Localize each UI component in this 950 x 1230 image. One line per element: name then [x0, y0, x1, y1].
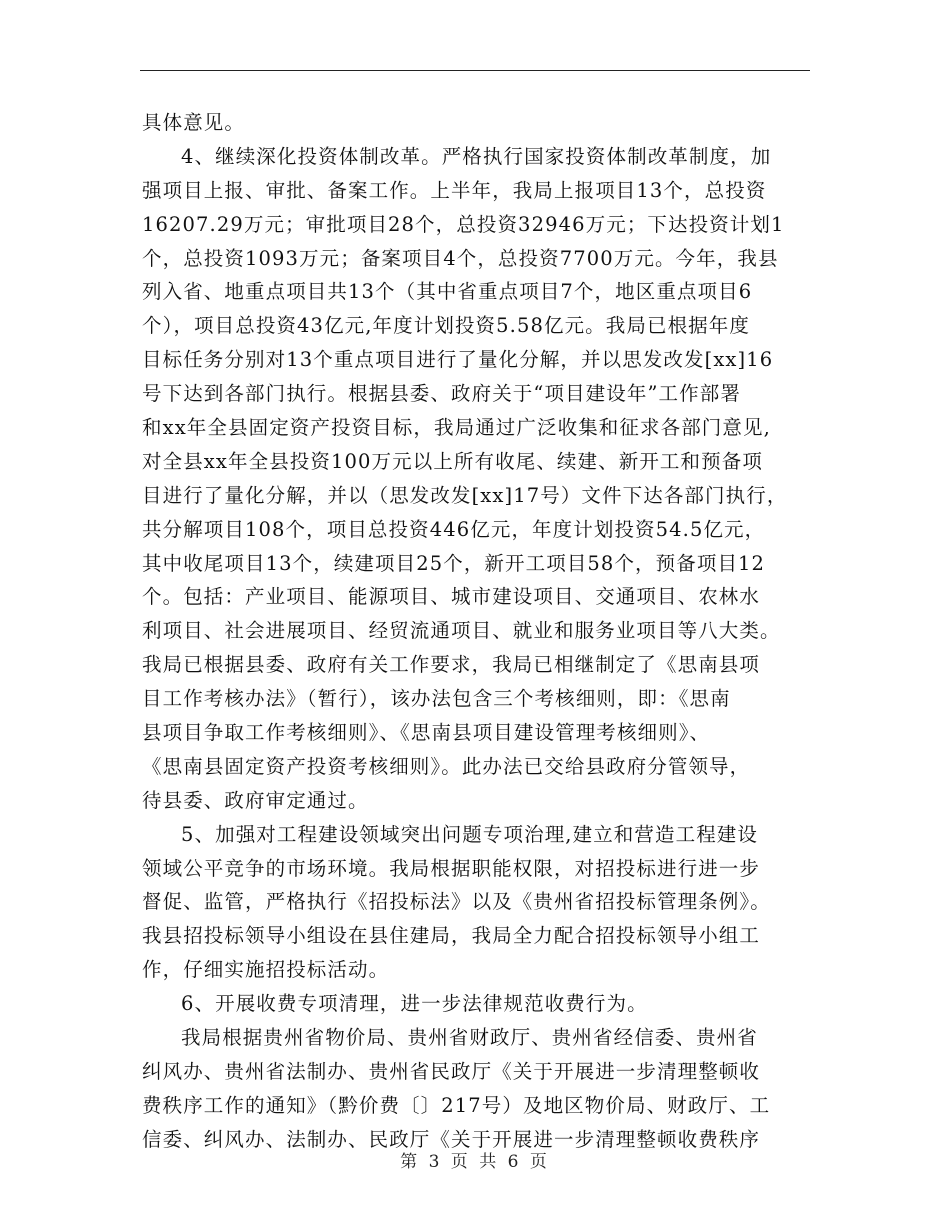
- text-line: 16207.29万元；审批项目28个，总投资32946万元；下达投资计划1: [142, 212, 785, 236]
- paragraph-6-heading: 6、开展收费专项清理，进一步法律规范收费行为。: [181, 992, 648, 1016]
- text-line: 待县委、政府审定通过。: [142, 788, 369, 812]
- text-line: 号下达到各部门执行。根据县委、政府关于“项目建设年”工作部署: [142, 382, 741, 406]
- text-line: 个。包括：产业项目、能源项目、城市建设项目、交通项目、农林水: [142, 585, 761, 609]
- text-line: 个），项目总投资43亿元,年度计划投资5.58亿元。我局已根据年度: [142, 314, 750, 338]
- text-line: 利项目、社会进展项目、经贸流通项目、就业和服务业项目等八大类。: [142, 619, 781, 643]
- text-line: 费秩序工作的通知》（黔价费〔〕217号）及地区物价局、财政厅、工: [142, 1093, 771, 1117]
- text-line: 共分解项目108个，项目总投资446亿元，年度计划投资54.5亿元，: [142, 517, 766, 541]
- text-line: 目标任务分别对13个重点项目进行了量化分解，并以思发改发[xx]16: [142, 348, 774, 372]
- text-line: 督促、监管，严格执行《招投标法》以及《贵州省招投标管理条例》。: [142, 890, 771, 914]
- text-line: 目工作考核办法》（暂行），该办法包含三个考核细则，即：《思南: [142, 687, 731, 711]
- header-rule: [140, 70, 810, 71]
- text-line: 我县招投标领导小组设在县住建局，我局全力配合招投标领导小组工: [142, 924, 761, 948]
- page-number-footer: 第 3 页 共 6 页: [400, 1152, 550, 1172]
- text-line: 我局已根据县委、政府有关工作要求，我局已相继制定了《思南县项: [142, 653, 761, 677]
- text-line: 纠风办、贵州省法制办、贵州省民政厅《关于开展进一步清理整顿收: [142, 1059, 761, 1083]
- text-line: 领域公平竞争的市场环境。我局根据职能权限，对招投标进行进一步: [142, 856, 761, 880]
- paragraph-5-start: 5、加强对工程建设领域突出问题专项治理,建立和营造工程建设: [181, 822, 759, 846]
- text-line: 具体意见。: [142, 111, 246, 134]
- text-line: 作，仔细实施招投标活动。: [142, 958, 390, 982]
- paragraph-start: 我局根据贵州省物价局、贵州省财政厅、贵州省经信委、贵州省: [181, 1026, 758, 1050]
- text-line: 强项目上报、审批、备案工作。上半年，我局上报项目13个，总投资: [142, 178, 767, 202]
- document-body: [142, 106, 814, 1157]
- text-line: 和xx年全县固定资产投资目标，我局通过广泛收集和征求各部门意见,: [142, 416, 771, 440]
- text-line: 信委、纠风办、法制办、民政厅《关于开展进一步清理整顿收费秩序: [142, 1127, 761, 1151]
- text-line: 《思南县固定资产投资考核细则》。此办法已交给县政府分管领导，: [142, 754, 751, 778]
- text-line: 其中收尾项目13个，续建项目25个，新开工项目58个，预备项目12: [142, 551, 766, 575]
- text-line: 县项目争取工作考核细则》、《思南县项目建设管理考核细则》、: [142, 721, 711, 745]
- text-line: 目进行了量化分解，并以（思发改发[xx]17号）文件下达各部门执行，: [142, 483, 788, 507]
- text-line: 列入省、地重点项目共13个（其中省重点项目7个，地区重点项目6: [142, 280, 753, 304]
- text-line: 个，总投资1093万元；备案项目4个，总投资7700万元。今年，我县: [142, 246, 779, 270]
- paragraph-4-start: 4、继续深化投资体制改革。严格执行国家投资体制改革制度，加: [181, 144, 772, 168]
- text-line: 对全县xx年全县投资100万元以上所有收尾、续建、新开工和预备项: [142, 449, 763, 473]
